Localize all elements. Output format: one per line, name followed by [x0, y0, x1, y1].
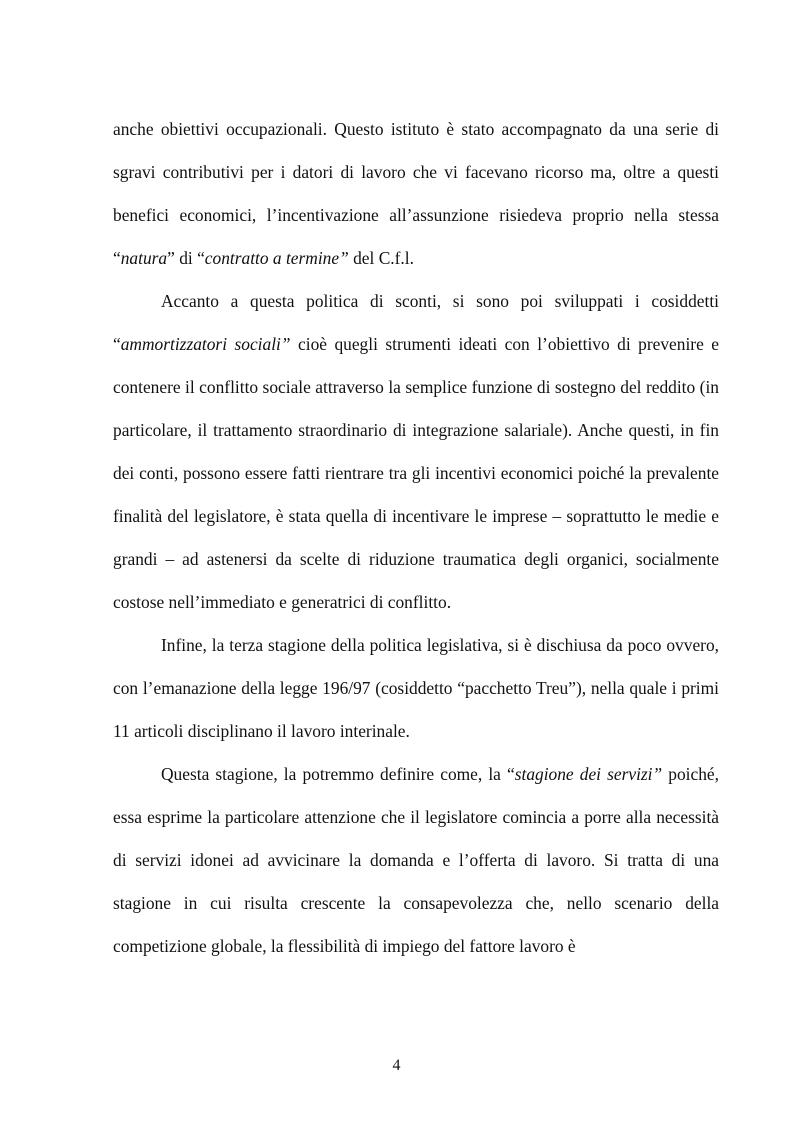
text-run: Questa stagione, la potremmo definire come, la “ [161, 764, 515, 784]
page-number: 4 [392, 1057, 401, 1074]
text-run-italic: ammortizzatori sociali” [120, 334, 291, 354]
text-run: ” di “ [167, 248, 205, 268]
paragraph-1 [113, 108, 719, 280]
text-run: anche obiettivi occupazionali. Questo istituto è stato accompagnato da una serie di sgravi contributivi per i datori di lavoro che vi facevano ricorso ma, oltre a questi benefici economici, l’incentivazione all’assunzione risiedeva proprio nella stessa “ [113, 119, 719, 268]
text-run: del C.f.l. [348, 248, 414, 268]
paragraph-2 [113, 280, 719, 624]
text-run: Accanto a questa politica di sconti, si sono poi sviluppati i cosiddetti “ [113, 291, 719, 354]
text-run: Infine, la terza stagione della politica legislativa, si è dischiusa da poco ovvero, con l’emanazione della legge 196/97 (cosiddetto “pacchetto Treu”), nella quale i primi 11 articoli disciplinano il lavoro interinale. [113, 635, 719, 741]
text-run: cioè quegli strumenti ideati con l’obiettivo di prevenire e contenere il conflitto sociale attraverso la semplice funzione di sostegno del reddito (in particolare, il trattamento straordinario di integrazione salariale). Anche questi, in fin dei conti, possono essere fatti rientrare tra gli incentivi economici poiché la prevalente finalità del legislatore, è stata quella di incentivare le imprese – soprattutto le medie e grandi – ad astenersi da scelte di riduzione traumatica degli organici, socialmente costose nell’immediato e generatrici di conflitto. [113, 334, 719, 612]
paragraph-3 [113, 624, 719, 753]
text-run: poiché, essa esprime la particolare attenzione che il legislatore comincia a porre alla necessità di servizi idonei ad avvicinare la domanda e l’offerta di lavoro. Si tratta di una stagione in cui risulta crescente la consapevolezza che, nello scenario della competizione globale, la flessibilità di impiego del fattore lavoro è [113, 764, 719, 956]
paragraph-4 [113, 753, 719, 968]
text-run-italic: stagione dei servizi” [514, 764, 663, 784]
body-text [113, 108, 719, 968]
text-run-italic: contratto a termine” [204, 248, 349, 268]
text-run-italic: natura [120, 248, 168, 268]
